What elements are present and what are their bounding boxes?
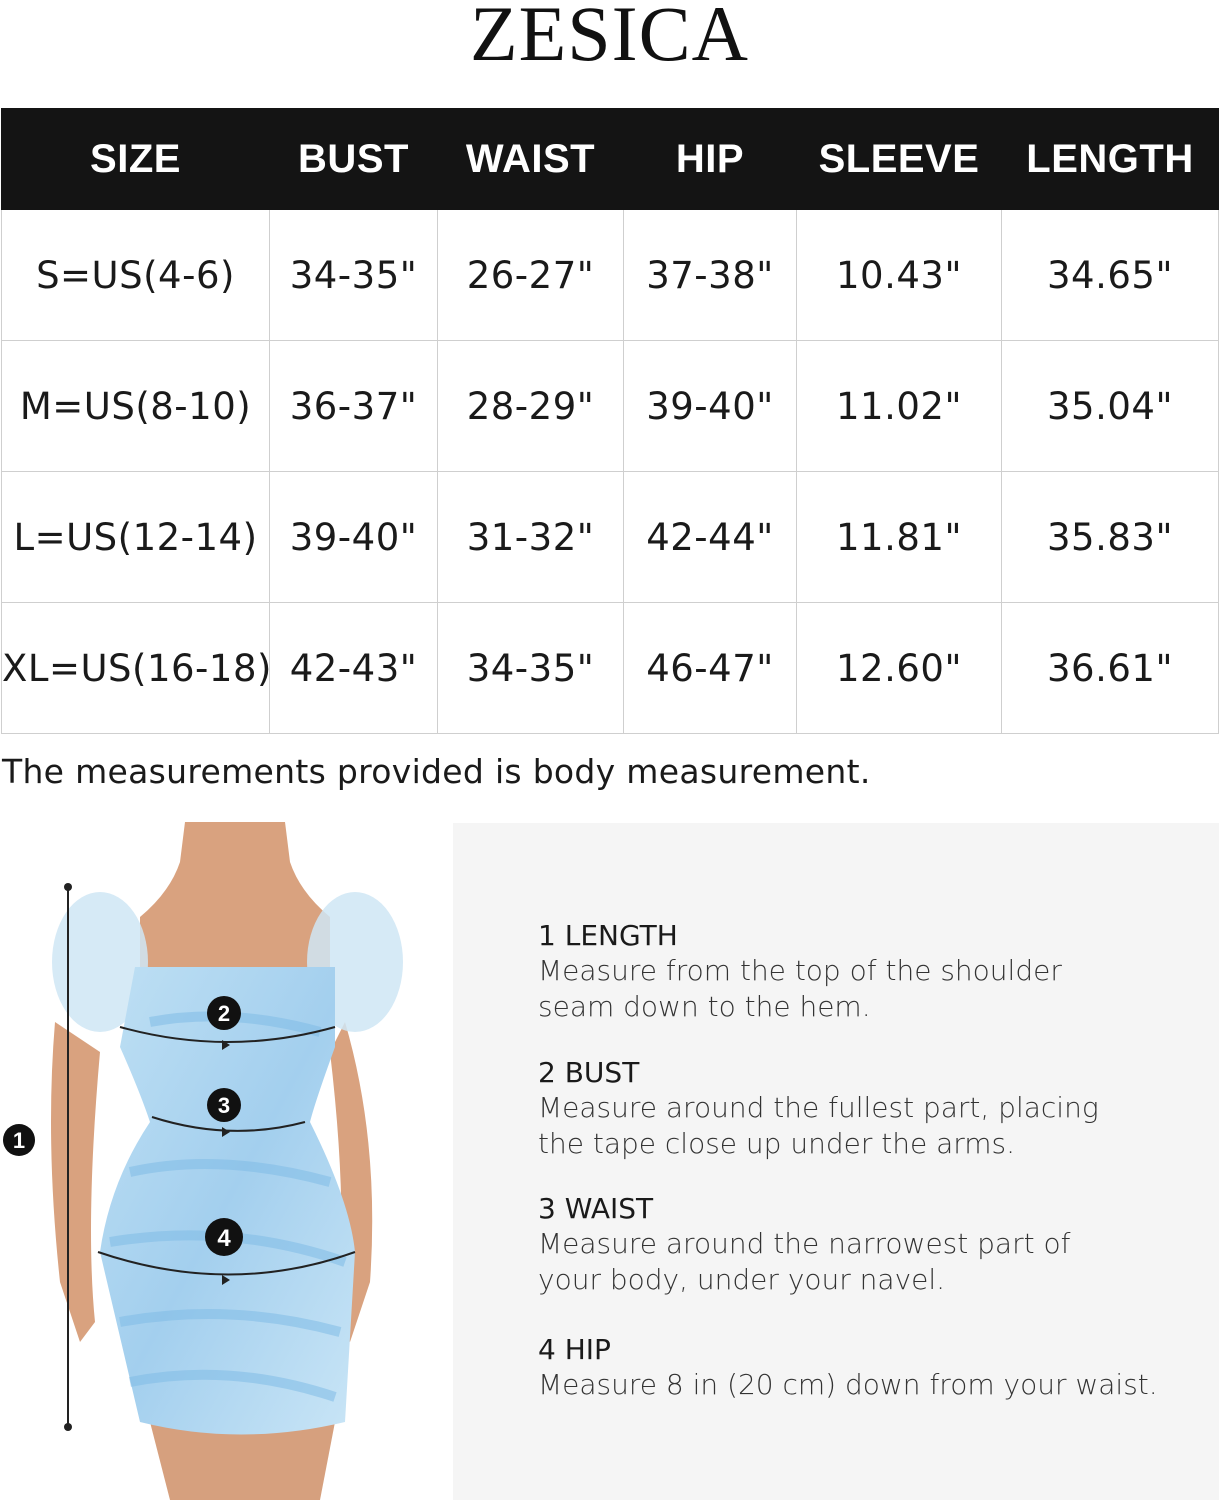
guide-line: Measure from the top of the shoulder — [538, 954, 1062, 987]
guide-line: seam down to the hem. — [538, 990, 871, 1023]
cell-waist: 34-35" — [438, 603, 624, 734]
cell-size: L=US(12-14) — [2, 472, 270, 603]
guide-title: 4 HIP — [538, 1333, 611, 1366]
header-hip: HIP — [624, 109, 797, 210]
cell-sleeve: 10.43" — [797, 210, 1002, 341]
measurement-note: The measurements provided is body measurement. — [2, 752, 871, 791]
header-length: LENGTH — [1002, 109, 1219, 210]
cell-length: 35.04" — [1002, 341, 1219, 472]
header-waist: WAIST — [438, 109, 624, 210]
header-sleeve: SLEEVE — [797, 109, 1002, 210]
table-header-row — [2, 109, 1219, 210]
guide-line: your body, under your navel. — [538, 1263, 946, 1296]
cell-waist: 28-29" — [438, 341, 624, 472]
cell-sleeve: 11.02" — [797, 341, 1002, 472]
marker-4 — [205, 1218, 243, 1256]
cell-sleeve: 12.60" — [797, 603, 1002, 734]
marker-2 — [207, 996, 241, 1030]
marker-2-label: 2 — [217, 1001, 231, 1026]
model-arm-left — [51, 1022, 100, 1342]
cell-length: 36.61" — [1002, 603, 1219, 734]
size-chart-table — [1, 108, 1219, 734]
dress-figure — [0, 822, 452, 1500]
dress-body — [100, 967, 355, 1435]
marker-4-label: 4 — [217, 1225, 231, 1252]
guide-title: 1 LENGTH — [538, 919, 678, 952]
header-bust: BUST — [270, 109, 438, 210]
marker-3-label: 3 — [217, 1093, 231, 1118]
length-line-top-dot — [64, 883, 72, 891]
cell-bust: 39-40" — [270, 472, 438, 603]
table-row — [2, 472, 1219, 603]
guide-bust — [538, 1056, 1178, 1162]
guide-title: 2 BUST — [538, 1056, 640, 1089]
cell-hip: 37-38" — [624, 210, 797, 341]
brand-logo: ZESICA — [470, 0, 749, 77]
cell-length: 34.65" — [1002, 210, 1219, 341]
cell-bust: 42-43" — [270, 603, 438, 734]
table-row — [2, 210, 1219, 341]
table-row — [2, 341, 1219, 472]
model-skin — [140, 822, 330, 972]
cell-size: XL=US(16-18) — [2, 603, 270, 734]
guide-hip — [538, 1333, 1178, 1403]
cell-bust: 34-35" — [270, 210, 438, 341]
marker-3 — [207, 1088, 241, 1122]
cell-hip: 46-47" — [624, 603, 797, 734]
guide-line: Measure around the fullest part, placing — [538, 1091, 1099, 1124]
guide-length — [538, 919, 1178, 1025]
guide-line: the tape close up under the arms. — [538, 1127, 1016, 1160]
guide-waist — [538, 1192, 1178, 1298]
guide-line: Measure 8 in (20 cm) down from your waist. — [538, 1368, 1158, 1401]
cell-length: 35.83" — [1002, 472, 1219, 603]
cell-hip: 39-40" — [624, 341, 797, 472]
guide-title: 3 WAIST — [538, 1192, 654, 1225]
marker-1-label: 1 — [12, 1128, 26, 1153]
cell-size: M=US(8-10) — [2, 341, 270, 472]
table-row — [2, 603, 1219, 734]
length-line-bottom-dot — [64, 1423, 72, 1431]
cell-bust: 36-37" — [270, 341, 438, 472]
cell-waist: 31-32" — [438, 472, 624, 603]
measurement-guide — [453, 823, 1219, 1500]
marker-1 — [3, 1124, 35, 1156]
cell-hip: 42-44" — [624, 472, 797, 603]
cell-size: S=US(4-6) — [2, 210, 270, 341]
header-size: SIZE — [2, 109, 270, 210]
cell-waist: 26-27" — [438, 210, 624, 341]
cell-sleeve: 11.81" — [797, 472, 1002, 603]
guide-line: Measure around the narrowest part of — [538, 1227, 1071, 1260]
